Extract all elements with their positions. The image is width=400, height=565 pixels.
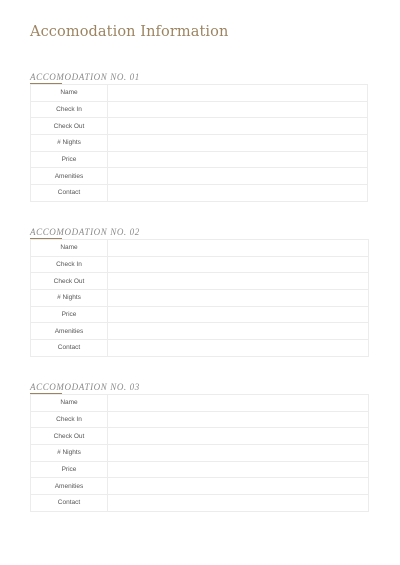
table-row <box>31 323 369 340</box>
accommodation-table <box>30 239 369 357</box>
row-label: Contact <box>31 185 108 202</box>
row-label: # Nights <box>31 290 108 307</box>
check-out-value-cell[interactable] <box>108 273 369 290</box>
contact-value-cell[interactable] <box>108 495 369 512</box>
amenities-value-cell[interactable] <box>108 323 369 340</box>
table-row <box>31 428 369 445</box>
table-row <box>31 118 368 135</box>
table-row <box>31 256 369 273</box>
table-row <box>31 340 369 357</box>
table-row <box>31 290 369 307</box>
price-value-cell[interactable] <box>108 151 368 168</box>
price-value-cell[interactable] <box>108 306 369 323</box>
nights-value-cell[interactable] <box>108 445 369 462</box>
section-heading: ACCOMODATION NO. 02 <box>30 227 140 237</box>
accommodation-table <box>30 84 368 202</box>
section-heading: ACCOMODATION NO. 03 <box>30 382 140 392</box>
row-label: Amenities <box>31 478 108 495</box>
row-label: Contact <box>31 495 108 512</box>
check-out-value-cell[interactable] <box>108 428 369 445</box>
contact-value-cell[interactable] <box>108 340 369 357</box>
table-row <box>31 495 369 512</box>
row-label: Check In <box>31 101 108 118</box>
table-row <box>31 101 368 118</box>
check-in-value-cell[interactable] <box>108 256 369 273</box>
accommodation-table <box>30 394 369 512</box>
name-value-cell[interactable] <box>108 395 369 412</box>
row-label: Name <box>31 85 108 102</box>
accommodation-section-2 <box>30 226 369 357</box>
row-label: Name <box>31 395 108 412</box>
accommodation-section-3 <box>30 381 369 512</box>
row-label: Price <box>31 461 108 478</box>
amenities-value-cell[interactable] <box>108 168 368 185</box>
table-row <box>31 168 368 185</box>
table-row <box>31 151 368 168</box>
row-label: Amenities <box>31 168 108 185</box>
table-row <box>31 240 369 257</box>
name-value-cell[interactable] <box>108 85 368 102</box>
row-label: Contact <box>31 340 108 357</box>
page-title: Accomodation Information <box>30 24 229 40</box>
table-row <box>31 411 369 428</box>
row-label: # Nights <box>31 135 108 152</box>
row-label: Check Out <box>31 273 108 290</box>
table-row <box>31 461 369 478</box>
check-in-value-cell[interactable] <box>108 101 368 118</box>
table-row <box>31 306 369 323</box>
row-label: Amenities <box>31 323 108 340</box>
name-value-cell[interactable] <box>108 240 369 257</box>
table-row <box>31 478 369 495</box>
row-label: Price <box>31 151 108 168</box>
section-heading: ACCOMODATION NO. 01 <box>30 72 140 82</box>
table-row <box>31 445 369 462</box>
table-row <box>31 395 369 412</box>
row-label: Name <box>31 240 108 257</box>
check-in-value-cell[interactable] <box>108 411 369 428</box>
table-row <box>31 185 368 202</box>
nights-value-cell[interactable] <box>108 135 368 152</box>
price-value-cell[interactable] <box>108 461 369 478</box>
contact-value-cell[interactable] <box>108 185 368 202</box>
nights-value-cell[interactable] <box>108 290 369 307</box>
row-label: Price <box>31 306 108 323</box>
table-row <box>31 273 369 290</box>
check-out-value-cell[interactable] <box>108 118 368 135</box>
table-row <box>31 135 368 152</box>
accommodation-section-1 <box>30 71 368 202</box>
table-row <box>31 85 368 102</box>
row-label: Check In <box>31 411 108 428</box>
amenities-value-cell[interactable] <box>108 478 369 495</box>
row-label: Check Out <box>31 428 108 445</box>
row-label: Check In <box>31 256 108 273</box>
row-label: Check Out <box>31 118 108 135</box>
row-label: # Nights <box>31 445 108 462</box>
